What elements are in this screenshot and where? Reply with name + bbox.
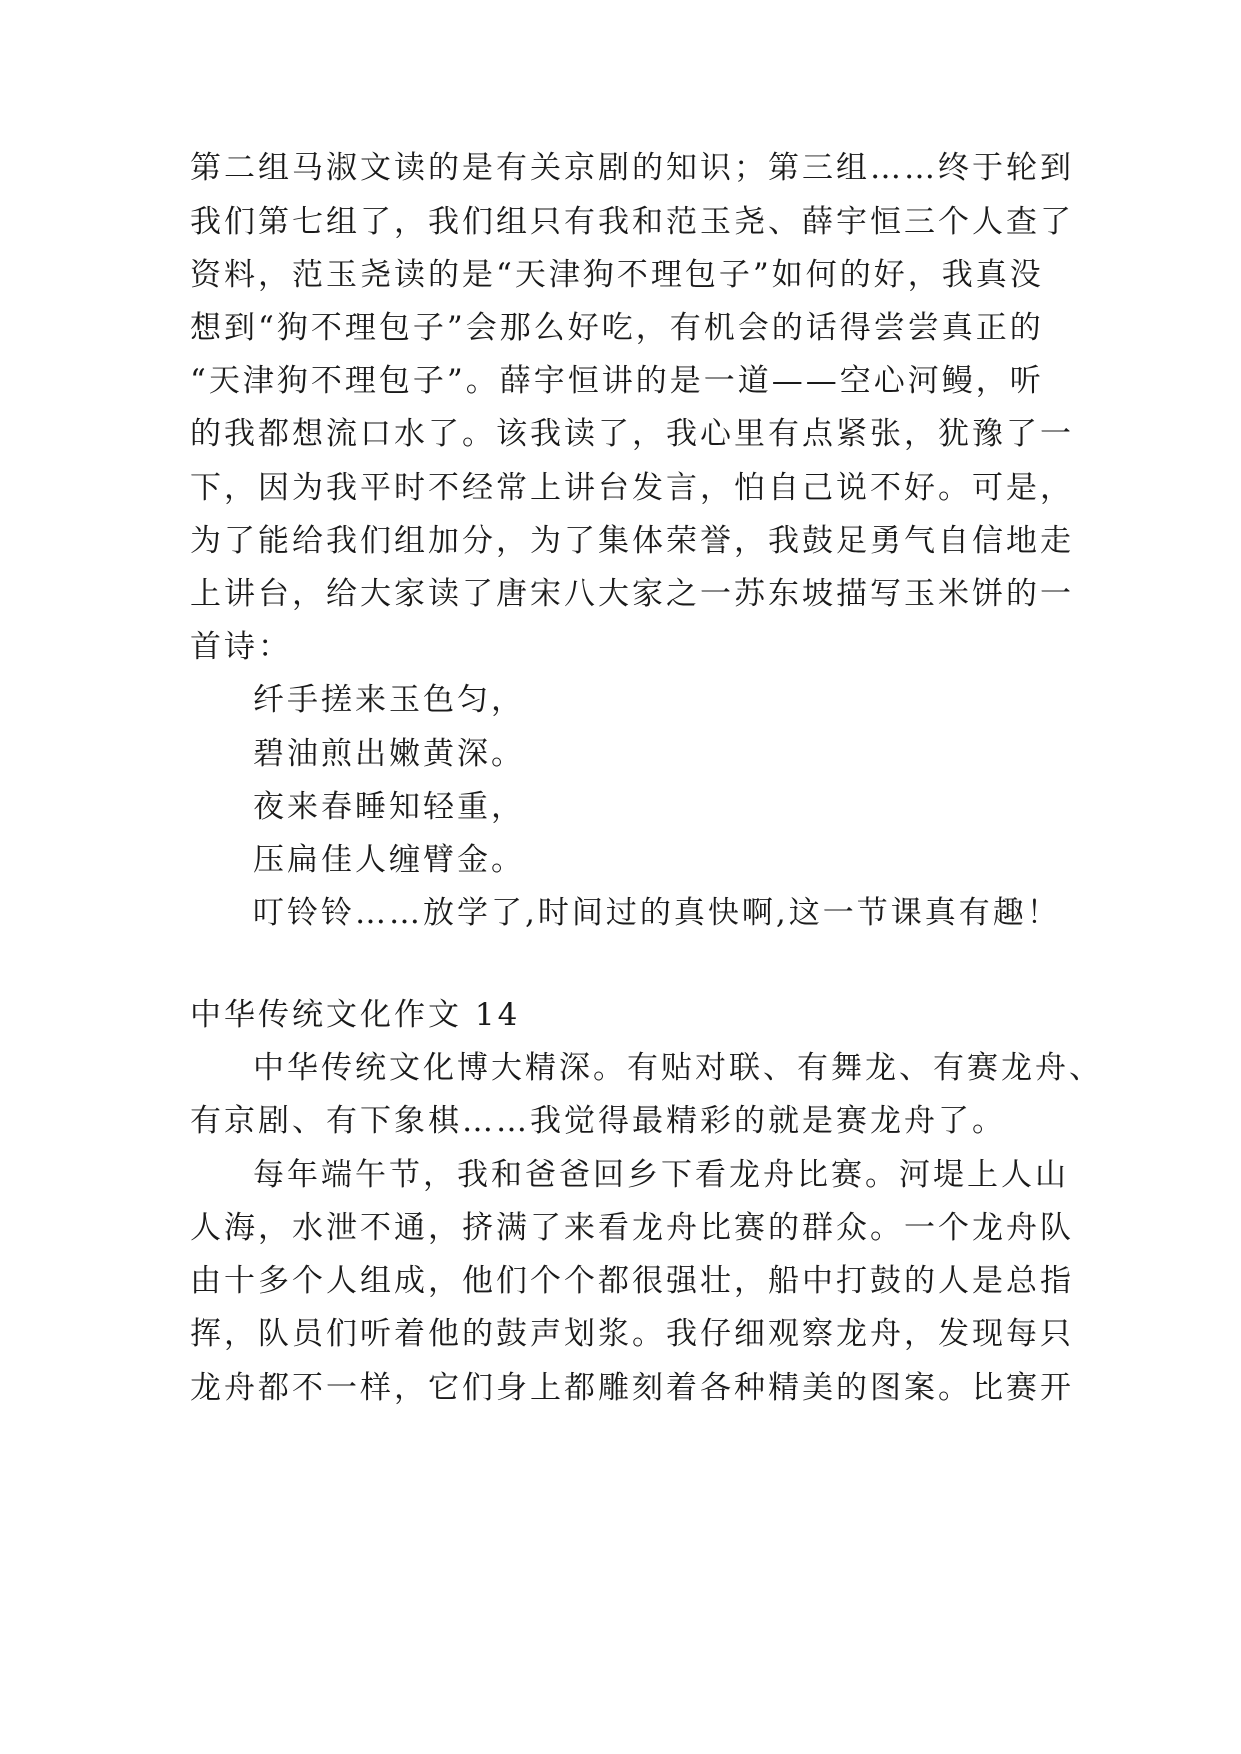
body-text-line: 第二组马淑文读的是有关京剧的知识；第三组……终于轮到 (190, 150, 1074, 186)
body-text-line: 我们第七组了，我们组只有我和范玉尧、薛宇恒三个人查了 (190, 204, 1074, 240)
poem-line: 纤手搓来玉色匀， (253, 682, 525, 718)
body-text-line: 资料，范玉尧读的是“天津狗不理包子”如何的好，我真没 (190, 257, 1044, 293)
body-text-line: “天津狗不理包子”。薛宇恒讲的是一道——空心河鳗，听 (190, 363, 1044, 399)
body-text-line: 每年端午节，我和爸爸回乡下看龙舟比赛。河堤上人山 (253, 1157, 1069, 1193)
closing-line: 叮铃铃……放学了,时间过的真快啊,这一节课真有趣！ (253, 895, 1061, 931)
body-text-line: 为了能给我们组加分，为了集体荣誉，我鼓足勇气自信地走 (190, 523, 1074, 559)
body-text-line: 人海，水泄不通，挤满了来看龙舟比赛的群众。一个龙舟队 (190, 1210, 1074, 1246)
poem-line: 碧油煎出嫩黄深。 (253, 736, 525, 772)
body-text-line: 中华传统文化博大精深。有贴对联、有舞龙、有赛龙舟、 (253, 1050, 1103, 1086)
body-text-line: 由十多个人组成，他们个个都很强壮，船中打鼓的人是总指 (190, 1263, 1074, 1299)
poem-line: 压扁佳人缠臂金。 (253, 842, 525, 878)
body-text-line: 下，因为我平时不经常上讲台发言，怕自己说不好。可是， (190, 470, 1074, 506)
body-text-line: 挥，队员们听着他的鼓声划浆。我仔细观察龙舟，发现每只 (190, 1316, 1074, 1352)
poem-line: 夜来春睡知轻重， (253, 789, 525, 825)
body-text-line: 想到“狗不理包子”会那么好吃，有机会的话得尝尝真正的 (190, 310, 1044, 346)
body-text-line: 龙舟都不一样，它们身上都雕刻着各种精美的图案。比赛开 (190, 1370, 1074, 1406)
body-text-line: 的我都想流口水了。该我读了，我心里有点紧张，犹豫了一 (190, 416, 1074, 452)
essay-heading: 中华传统文化作文 14 (190, 997, 521, 1033)
body-text-line: 有京剧、有下象棋……我觉得最精彩的就是赛龙舟了。 (190, 1103, 1006, 1139)
body-text-line: 上讲台，给大家读了唐宋八大家之一苏东坡描写玉米饼的一 (190, 576, 1074, 612)
body-text-line: 首诗： (190, 629, 292, 665)
